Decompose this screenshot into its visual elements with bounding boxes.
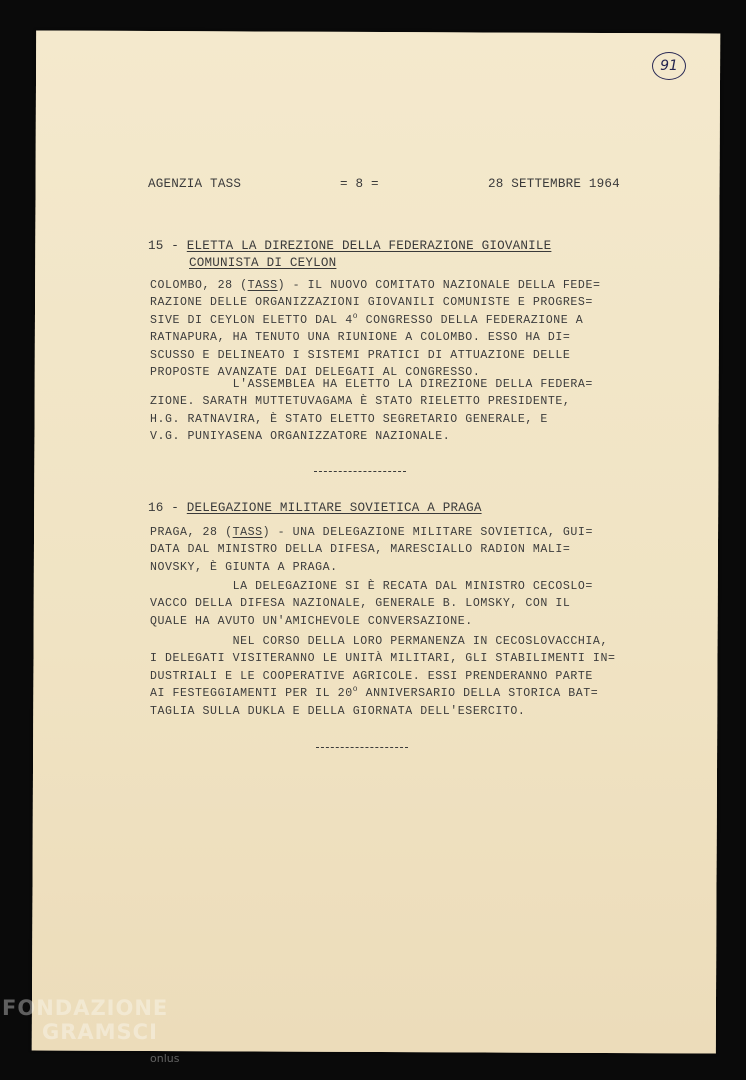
watermark-logo bbox=[2, 996, 168, 1044]
article-16-dateline: PRAGA, 28 ( bbox=[150, 526, 233, 539]
article-15-p1-line2: RAZIONE DELLE ORGANIZZAZIONI GIOVANILI COMUNISTE E PROGRES= bbox=[150, 296, 593, 310]
article-16-number: 16 - bbox=[148, 501, 180, 515]
article-16-p3-line3: DUSTRIALI E LE COOPERATIVE AGRICOLE. ESSI PRENDERANNO PARTE bbox=[150, 669, 593, 683]
article-16-p2-line1: LA DELEGAZIONE SI È RECATA DAL MINISTRO CECOSLO= bbox=[150, 580, 593, 593]
article-15-title-line1: ELETTA LA DIREZIONE DELLA FEDERAZIONE GIOVANILE bbox=[186, 239, 552, 253]
article-16-paragraph-3 bbox=[150, 633, 615, 720]
article-16-p3-line1: NEL CORSO DELLA LORO PERMANENZA IN CECOSLOVACCHIA, bbox=[150, 635, 608, 648]
article-16-paragraph-2 bbox=[150, 578, 593, 630]
article-16-title: DELEGAZIONE MILITARE SOVIETICA A PRAGA bbox=[186, 501, 482, 515]
article-16-p2-line3: QUALE HA AVUTO UN'AMICHEVOLE CONVERSAZIONE. bbox=[150, 614, 473, 628]
watermark-line1: FONDAZIONE bbox=[2, 996, 169, 1020]
header-agency: AGENZIA TASS bbox=[148, 177, 242, 191]
section-divider-2 bbox=[316, 747, 408, 748]
article-15-p1-line1: ) - IL NUOVO COMITATO NAZIONALE DELLA FEDE= bbox=[277, 279, 601, 292]
watermark-line2: GRAMSCI bbox=[42, 1020, 158, 1044]
article-15-p2-line4: V.G. PUNIYASENA ORGANIZZATORE NAZIONALE. bbox=[150, 430, 451, 444]
article-16-p3-line4a: AI FESTEGGIAMENTI PER IL 20 bbox=[150, 687, 353, 701]
article-15-p1-line5: SCUSSO E DELINEATO I SISTEMI PRATICI DI ATTUAZIONE DELLE bbox=[150, 348, 571, 362]
article-16-heading bbox=[148, 500, 482, 517]
article-16-dateline-agency: TASS bbox=[232, 526, 263, 539]
article-15-p2-line3: H.G. RATNAVIRA, È STATO ELETTO SEGRETARIO GENERALE, E bbox=[150, 412, 548, 426]
article-15-dateline-agency: TASS bbox=[247, 279, 278, 292]
article-16-paragraph-1 bbox=[150, 524, 593, 576]
article-16-p1-line2: DATA DAL MINISTRO DELLA DIFESA, MARESCIALLO RADION MALI= bbox=[150, 543, 571, 557]
article-15-number: 15 - bbox=[148, 239, 180, 253]
article-16-p3-line5: TAGLIA SULLA DUKLA E DELLA GIORNATA DELL'ESERCITO. bbox=[150, 704, 526, 718]
article-15-heading bbox=[148, 238, 551, 255]
article-15-paragraph-1 bbox=[150, 277, 600, 381]
section-divider-1 bbox=[314, 471, 406, 472]
article-16-p1-line3: NOVSKY, È GIUNTA A PRAGA. bbox=[150, 560, 338, 574]
article-15-p1-line3-sup: o bbox=[352, 311, 359, 321]
article-15-p1-line4: RATNAPURA, HA TENUTO UNA RIUNIONE A COLOMBO. ESSO HA DI= bbox=[150, 331, 571, 345]
article-15-title-line2: COMUNISTA DI CEYLON bbox=[189, 256, 337, 270]
article-15-p1-line3a: SIVE DI CEYLON ELETTO DAL 4 bbox=[150, 313, 353, 327]
article-16-p3-line4-sup: o bbox=[352, 685, 359, 695]
article-15-dateline: COLOMBO, 28 ( bbox=[150, 279, 248, 292]
article-15-heading-2 bbox=[189, 255, 336, 272]
article-16-p2-line2: VACCO DELLA DIFESA NAZIONALE, GENERALE B. LOMSKY, CON IL bbox=[150, 597, 571, 611]
header-date: 28 SETTEMBRE 1964 bbox=[488, 177, 620, 191]
archive-page-number: 91 bbox=[652, 52, 686, 80]
article-15-p2-line1: L'ASSEMBLEA HA ELETTO LA DIREZIONE DELLA FEDERA= bbox=[150, 378, 593, 391]
header-page-number: = 8 = bbox=[340, 177, 379, 191]
article-15-paragraph-2 bbox=[150, 376, 593, 446]
article-16-p1-line1: ) - UNA DELEGAZIONE MILITARE SOVIETICA, GUI= bbox=[262, 526, 593, 539]
article-15-p2-line2: ZIONE. SARATH MUTTETUVAGAMA È STATO RIELETTO PRESIDENTE, bbox=[150, 395, 571, 409]
article-16-p3-line2: I DELEGATI VISITERANNO LE UNITÀ MILITARI, GLI STABILIMENTI IN= bbox=[150, 652, 616, 666]
article-15-p1-line3b: CONGRESSO DELLA FEDERAZIONE A bbox=[358, 313, 584, 327]
article-16-p3-line4b: ANNIVERSARIO DELLA STORICA BAT= bbox=[358, 687, 599, 701]
watermark-sub: onlus bbox=[150, 1052, 180, 1065]
article-15-p1-line6: PROPOSTE AVANZATE DAI DELEGATI AL CONGRESSO. bbox=[150, 366, 481, 380]
